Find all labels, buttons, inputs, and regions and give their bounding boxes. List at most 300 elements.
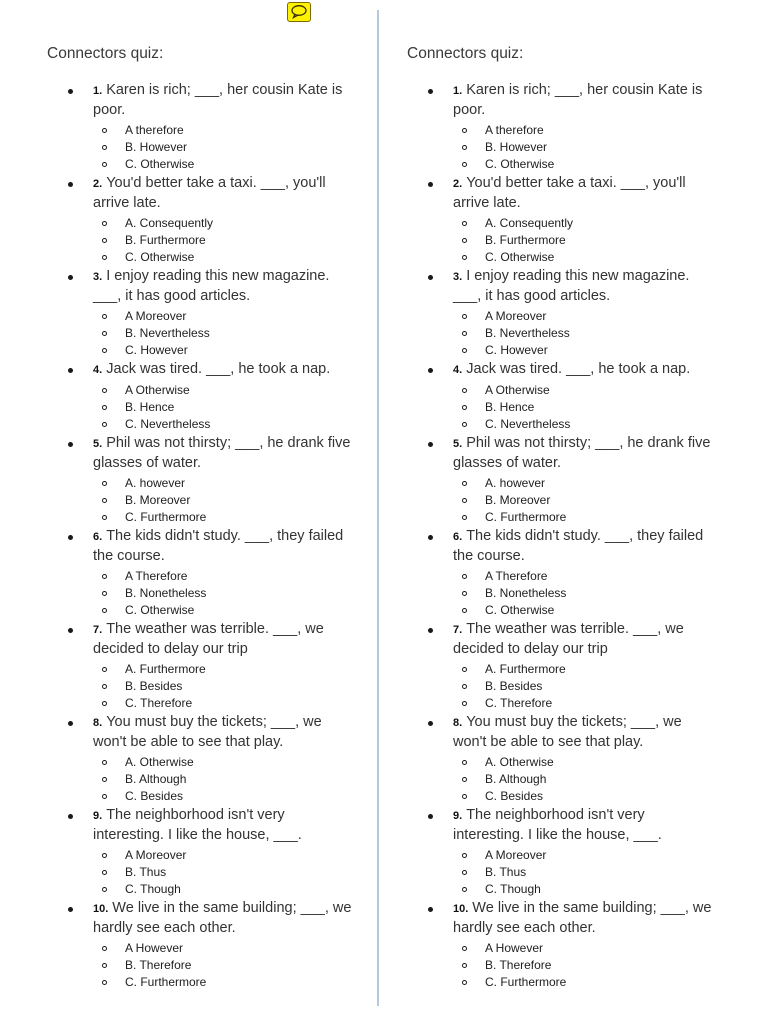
circle-bullet-icon: [462, 946, 467, 951]
option-list: [93, 568, 357, 619]
quiz-column-left: [47, 44, 357, 992]
circle-bullet-icon: [462, 667, 467, 672]
answer-option: [93, 695, 357, 712]
option-label: C. Furthermore: [485, 510, 567, 524]
comment-icon[interactable]: [287, 2, 311, 22]
question-item: [47, 267, 357, 359]
answer-option: [453, 139, 717, 156]
circle-bullet-icon: [462, 422, 467, 427]
answer-option: [93, 661, 357, 678]
circle-bullet-icon: [462, 701, 467, 706]
circle-bullet-icon: [102, 388, 107, 393]
option-label: C. Therefore: [125, 696, 193, 710]
answer-option: [453, 847, 717, 864]
option-list: [453, 661, 717, 712]
circle-bullet-icon: [462, 887, 467, 892]
answer-option: [453, 940, 717, 957]
answer-option: [93, 602, 357, 619]
circle-bullet-icon: [462, 481, 467, 486]
question-body: The weather was terrible. ___, we decided to delay our trip: [93, 621, 324, 657]
bullet-icon: [428, 368, 433, 373]
option-label: A Moreover: [485, 848, 547, 862]
question-number: 7.: [93, 624, 103, 636]
option-list: [453, 847, 717, 898]
answer-option: [93, 475, 357, 492]
option-list: [453, 940, 717, 991]
circle-bullet-icon: [102, 422, 107, 427]
circle-bullet-icon: [102, 481, 107, 486]
answer-option: [453, 232, 717, 249]
option-list: [453, 215, 717, 266]
option-label: C. Though: [485, 882, 541, 896]
question-body: You must buy the tickets; ___, we won't be able to see that play.: [453, 714, 682, 750]
question-body: Jack was tired. ___, he took a nap.: [106, 361, 331, 377]
question-body: The kids didn't study. ___, they failed the course.: [453, 528, 704, 564]
option-list: [93, 940, 357, 991]
question-text: [93, 899, 357, 938]
bullet-icon: [68, 275, 73, 280]
question-item: [407, 620, 717, 712]
answer-option: [453, 416, 717, 433]
bullet-icon: [428, 907, 433, 912]
question-body: The kids didn't study. ___, they failed the course.: [93, 528, 344, 564]
circle-bullet-icon: [462, 405, 467, 410]
answer-option: [453, 568, 717, 585]
circle-bullet-icon: [102, 255, 107, 260]
bullet-icon: [428, 442, 433, 447]
question-item: [47, 620, 357, 712]
circle-bullet-icon: [462, 980, 467, 985]
question-item: [47, 81, 357, 173]
option-list: [93, 122, 357, 173]
circle-bullet-icon: [462, 388, 467, 393]
question-text: [453, 360, 717, 380]
answer-option: [93, 771, 357, 788]
bullet-icon: [428, 535, 433, 540]
question-body: You'd better take a taxi. ___, you'll arrive late.: [93, 175, 326, 211]
question-number: 8.: [93, 717, 103, 729]
option-list: [93, 475, 357, 526]
quiz-title: Connectors quiz:: [407, 45, 524, 62]
answer-option: [453, 974, 717, 991]
option-label: C. Besides: [125, 789, 184, 803]
option-label: C. Otherwise: [485, 603, 555, 617]
option-label: C. Furthermore: [125, 510, 207, 524]
question-text: [93, 806, 357, 845]
circle-bullet-icon: [462, 853, 467, 858]
answer-option: [93, 342, 357, 359]
question-number: 5.: [453, 438, 463, 450]
option-label: B. Hence: [485, 400, 535, 414]
circle-bullet-icon: [462, 255, 467, 260]
circle-bullet-icon: [102, 221, 107, 226]
question-number: 1.: [93, 85, 103, 97]
option-label: B. Although: [125, 772, 187, 786]
bullet-icon: [68, 721, 73, 726]
answer-option: [453, 585, 717, 602]
circle-bullet-icon: [102, 777, 107, 782]
circle-bullet-icon: [102, 314, 107, 319]
bullet-icon: [68, 628, 73, 633]
answer-option: [453, 788, 717, 805]
circle-bullet-icon: [102, 963, 107, 968]
option-label: A. however: [125, 476, 186, 490]
option-list: [93, 754, 357, 805]
circle-bullet-icon: [102, 608, 107, 613]
circle-bullet-icon: [102, 794, 107, 799]
question-number: 1.: [453, 85, 463, 97]
option-label: B. However: [485, 140, 548, 154]
question-number: 3.: [453, 271, 463, 283]
question-text: [453, 806, 717, 845]
circle-bullet-icon: [462, 794, 467, 799]
option-label: B. Therefore: [125, 958, 192, 972]
circle-bullet-icon: [102, 162, 107, 167]
question-text: [453, 267, 717, 306]
circle-bullet-icon: [102, 667, 107, 672]
answer-option: [93, 754, 357, 771]
circle-bullet-icon: [462, 128, 467, 133]
bullet-icon: [428, 721, 433, 726]
option-label: B. Nonetheless: [125, 586, 207, 600]
answer-option: [93, 509, 357, 526]
answer-option: [453, 215, 717, 232]
option-label: A. Otherwise: [125, 755, 194, 769]
question-text: [93, 527, 357, 566]
answer-option: [93, 156, 357, 173]
option-label: C. Otherwise: [485, 157, 555, 171]
question-number: 6.: [93, 531, 103, 543]
option-list: [453, 122, 717, 173]
option-label: C. Otherwise: [125, 157, 195, 171]
answer-option: [453, 382, 717, 399]
question-list: [47, 81, 357, 991]
option-label: A Otherwise: [125, 383, 190, 397]
question-text: [93, 81, 357, 120]
circle-bullet-icon: [102, 760, 107, 765]
option-label: B. Therefore: [485, 958, 552, 972]
circle-bullet-icon: [462, 314, 467, 319]
bullet-icon: [428, 275, 433, 280]
answer-option: [453, 122, 717, 139]
question-item: [47, 806, 357, 898]
circle-bullet-icon: [102, 946, 107, 951]
bullet-icon: [428, 628, 433, 633]
question-item: [407, 360, 717, 433]
option-label: A. Furthermore: [485, 662, 566, 676]
question-text: [453, 81, 717, 120]
question-text: [93, 434, 357, 473]
question-item: [407, 434, 717, 526]
question-body: Karen is rich; ___, her cousin Kate is poor.: [453, 82, 703, 118]
question-number: 6.: [453, 531, 463, 543]
answer-option: [93, 492, 357, 509]
circle-bullet-icon: [462, 574, 467, 579]
bullet-icon: [68, 442, 73, 447]
option-label: C. Therefore: [485, 696, 553, 710]
question-item: [407, 899, 717, 991]
question-item: [407, 713, 717, 805]
option-label: A. Furthermore: [125, 662, 206, 676]
answer-option: [93, 308, 357, 325]
circle-bullet-icon: [462, 963, 467, 968]
question-number: 7.: [453, 624, 463, 636]
option-label: B. Nevertheless: [125, 326, 210, 340]
question-body: Phil was not thirsty; ___, he drank five glasses of water.: [93, 435, 351, 471]
circle-bullet-icon: [462, 777, 467, 782]
circle-bullet-icon: [102, 591, 107, 596]
circle-bullet-icon: [102, 574, 107, 579]
answer-option: [453, 754, 717, 771]
option-label: B. Although: [485, 772, 547, 786]
option-list: [93, 215, 357, 266]
circle-bullet-icon: [462, 221, 467, 226]
question-number: 2.: [93, 178, 103, 190]
option-label: C. Furthermore: [125, 975, 207, 989]
question-item: [407, 527, 717, 619]
answer-option: [93, 139, 357, 156]
answer-option: [93, 974, 357, 991]
option-label: C. Otherwise: [125, 603, 195, 617]
question-item: [47, 360, 357, 433]
option-label: B. However: [125, 140, 188, 154]
circle-bullet-icon: [462, 760, 467, 765]
option-label: A However: [485, 941, 544, 955]
answer-option: [453, 678, 717, 695]
option-label: B. Thus: [485, 865, 527, 879]
option-label: A Moreover: [125, 848, 187, 862]
circle-bullet-icon: [462, 498, 467, 503]
option-label: C. Furthermore: [485, 975, 567, 989]
question-item: [47, 527, 357, 619]
quiz-column-right: [407, 44, 717, 992]
answer-option: [93, 232, 357, 249]
question-number: 5.: [93, 438, 103, 450]
option-label: C. Otherwise: [125, 250, 195, 264]
option-label: A However: [125, 941, 184, 955]
question-body: Jack was tired. ___, he took a nap.: [466, 361, 691, 377]
bullet-icon: [68, 814, 73, 819]
option-list: [453, 382, 717, 433]
option-list: [453, 568, 717, 619]
question-text: [93, 267, 357, 306]
answer-option: [93, 847, 357, 864]
option-label: B. Thus: [125, 865, 167, 879]
question-number: 2.: [453, 178, 463, 190]
answer-option: [453, 325, 717, 342]
question-text: [453, 620, 717, 659]
question-text: [93, 174, 357, 213]
answer-option: [453, 881, 717, 898]
answer-option: [453, 771, 717, 788]
question-item: [47, 174, 357, 266]
answer-option: [93, 325, 357, 342]
option-label: C. Though: [125, 882, 181, 896]
circle-bullet-icon: [102, 870, 107, 875]
question-text: [453, 527, 717, 566]
option-label: B. Hence: [125, 400, 175, 414]
option-list: [453, 475, 717, 526]
bullet-icon: [428, 814, 433, 819]
circle-bullet-icon: [102, 238, 107, 243]
question-text: [453, 434, 717, 473]
option-list: [93, 847, 357, 898]
circle-bullet-icon: [102, 701, 107, 706]
question-body: You'd better take a taxi. ___, you'll arrive late.: [453, 175, 686, 211]
option-list: [93, 382, 357, 433]
option-label: C. Nevertheless: [125, 417, 211, 431]
option-label: A. however: [485, 476, 546, 490]
question-number: 8.: [453, 717, 463, 729]
bullet-icon: [428, 89, 433, 94]
answer-option: [453, 864, 717, 881]
question-list: [407, 81, 717, 991]
option-label: A. Consequently: [485, 216, 574, 230]
answer-option: [93, 382, 357, 399]
circle-bullet-icon: [462, 331, 467, 336]
circle-bullet-icon: [102, 145, 107, 150]
question-text: [453, 713, 717, 752]
question-text: [93, 360, 357, 380]
question-text: [453, 899, 717, 938]
option-label: A Moreover: [125, 309, 187, 323]
circle-bullet-icon: [102, 331, 107, 336]
option-label: C. Besides: [485, 789, 544, 803]
answer-option: [93, 215, 357, 232]
question-item: [47, 899, 357, 991]
option-label: B. Besides: [485, 679, 543, 693]
answer-option: [453, 308, 717, 325]
question-number: 9.: [453, 810, 463, 822]
option-label: A therefore: [125, 123, 184, 137]
answer-option: [453, 957, 717, 974]
option-label: B. Besides: [125, 679, 183, 693]
answer-option: [93, 416, 357, 433]
question-body: We live in the same building; ___, we hardly see each other.: [93, 900, 352, 936]
option-label: A Therefore: [485, 569, 548, 583]
bullet-icon: [68, 368, 73, 373]
answer-option: [453, 156, 717, 173]
circle-bullet-icon: [462, 591, 467, 596]
option-label: B. Moreover: [485, 493, 551, 507]
circle-bullet-icon: [462, 608, 467, 613]
question-text: [93, 620, 357, 659]
circle-bullet-icon: [102, 348, 107, 353]
question-text: [93, 713, 357, 752]
answer-option: [453, 475, 717, 492]
answer-option: [93, 881, 357, 898]
question-number: 9.: [93, 810, 103, 822]
question-body: We live in the same building; ___, we hardly see each other.: [453, 900, 712, 936]
option-list: [453, 308, 717, 359]
circle-bullet-icon: [102, 128, 107, 133]
question-number: 10.: [93, 903, 109, 915]
bullet-icon: [428, 182, 433, 187]
question-body: I enjoy reading this new magazine. ___, it has good articles.: [93, 268, 330, 304]
option-label: A. Consequently: [125, 216, 214, 230]
bullet-icon: [68, 535, 73, 540]
answer-option: [93, 585, 357, 602]
option-label: B. Furthermore: [485, 233, 566, 247]
question-item: [407, 81, 717, 173]
answer-option: [93, 568, 357, 585]
option-label: A. Otherwise: [485, 755, 554, 769]
option-label: C. Nevertheless: [485, 417, 571, 431]
circle-bullet-icon: [102, 980, 107, 985]
circle-bullet-icon: [462, 684, 467, 689]
answer-option: [453, 509, 717, 526]
option-label: B. Moreover: [125, 493, 191, 507]
answer-option: [93, 940, 357, 957]
question-body: Phil was not thirsty; ___, he drank five glasses of water.: [453, 435, 711, 471]
answer-option: [453, 249, 717, 266]
bullet-icon: [68, 89, 73, 94]
question-body: You must buy the tickets; ___, we won't be able to see that play.: [93, 714, 322, 750]
quiz-title: Connectors quiz:: [47, 45, 164, 62]
option-list: [93, 308, 357, 359]
circle-bullet-icon: [102, 515, 107, 520]
question-item: [47, 713, 357, 805]
question-body: The neighborhood isn't very interesting. I like the house, ___.: [453, 807, 662, 843]
option-label: A Moreover: [485, 309, 547, 323]
question-number: 3.: [93, 271, 103, 283]
answer-option: [93, 122, 357, 139]
question-text: [453, 174, 717, 213]
answer-option: [93, 249, 357, 266]
circle-bullet-icon: [462, 870, 467, 875]
question-item: [407, 806, 717, 898]
question-item: [407, 174, 717, 266]
circle-bullet-icon: [102, 405, 107, 410]
circle-bullet-icon: [102, 853, 107, 858]
answer-option: [93, 678, 357, 695]
question-body: The weather was terrible. ___, we decided to delay our trip: [453, 621, 684, 657]
circle-bullet-icon: [462, 515, 467, 520]
option-list: [453, 754, 717, 805]
question-item: [47, 434, 357, 526]
answer-option: [453, 492, 717, 509]
answer-option: [453, 695, 717, 712]
circle-bullet-icon: [462, 348, 467, 353]
option-label: A therefore: [485, 123, 544, 137]
option-label: A Otherwise: [485, 383, 550, 397]
circle-bullet-icon: [462, 162, 467, 167]
question-body: I enjoy reading this new magazine. ___, it has good articles.: [453, 268, 690, 304]
bullet-icon: [68, 182, 73, 187]
answer-option: [453, 342, 717, 359]
circle-bullet-icon: [102, 498, 107, 503]
circle-bullet-icon: [462, 238, 467, 243]
option-label: B. Nonetheless: [485, 586, 567, 600]
answer-option: [93, 864, 357, 881]
question-number: 10.: [453, 903, 469, 915]
option-label: C. However: [485, 343, 548, 357]
column-divider: [377, 10, 379, 1006]
circle-bullet-icon: [102, 684, 107, 689]
circle-bullet-icon: [462, 145, 467, 150]
question-number: 4.: [93, 364, 103, 376]
answer-option: [453, 661, 717, 678]
question-body: The neighborhood isn't very interesting. I like the house, ___.: [93, 807, 302, 843]
bullet-icon: [68, 907, 73, 912]
option-label: B. Nevertheless: [485, 326, 570, 340]
option-list: [93, 661, 357, 712]
answer-option: [453, 602, 717, 619]
option-label: B. Furthermore: [125, 233, 206, 247]
option-label: C. However: [125, 343, 188, 357]
answer-option: [93, 957, 357, 974]
question-number: 4.: [453, 364, 463, 376]
